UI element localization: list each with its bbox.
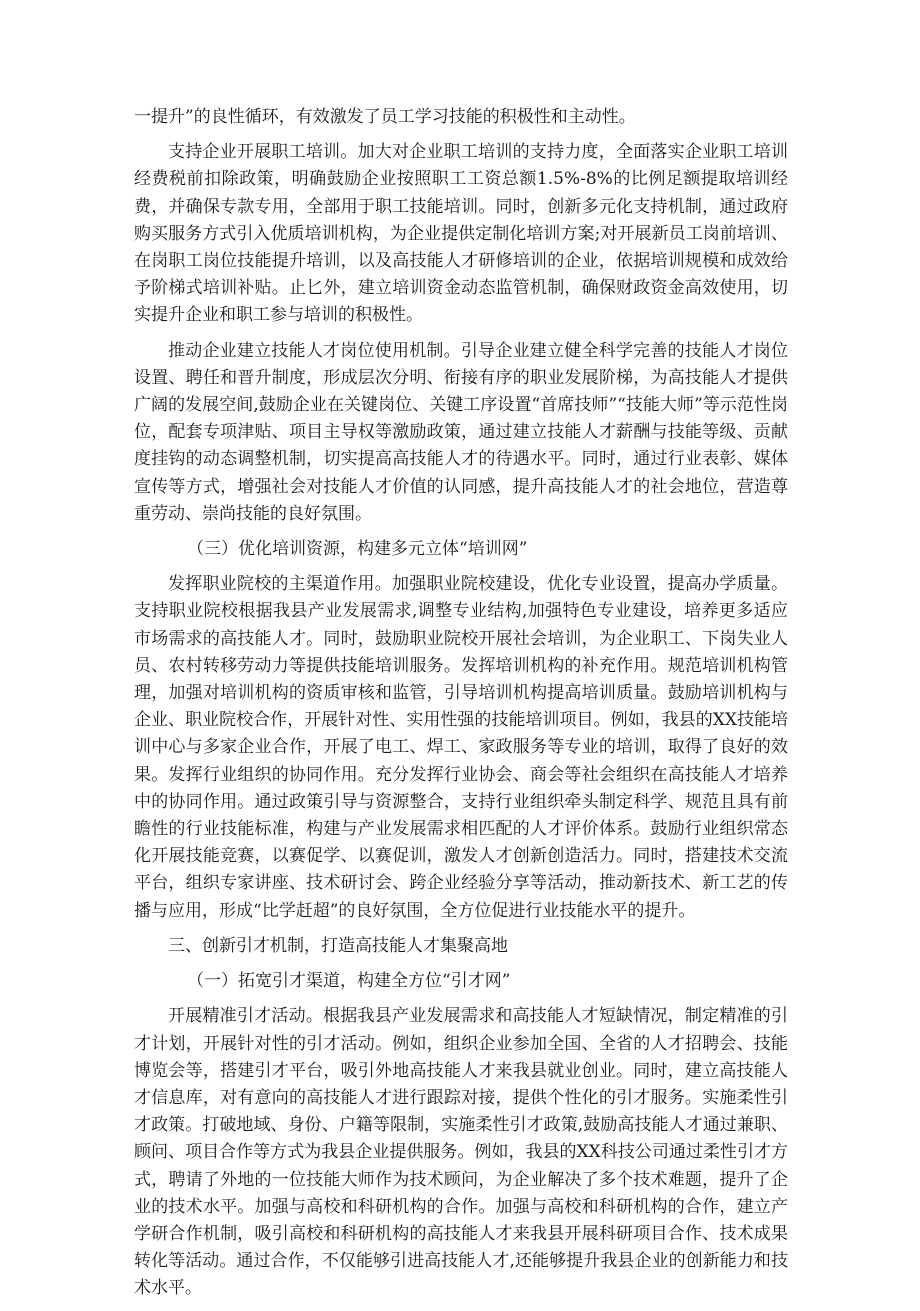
heading-expand-channels: （一）拓宽引才渠道，构建全方位“引才网” <box>187 971 511 992</box>
paragraph-continuation: 一提升”的良性循环，有效激发了员工学习技能的积极性和主动性。 <box>134 107 636 127</box>
paragraph-precise-recruitment: 开展精准引才活动。根据我县产业发展需求和高技能人才短缺情况，制定精准的引才计划，开展针对性的引才活动。例如，组织企业参加全国、全省的人才招聘会、技能博览会等，搭建引才平台，吸引外地高技能人才来我县就业创业。同时，建立高技能人才信息库，对有意向的高技能人才进行跟踪对接，提供个性化的引才服务。实施柔性引才政策。打破地域、身份、户籍等限制，实施柔性引才政策,鼓励高技能人才通过兼职、顾问、项目合作等方式为我县企业提供服务。例如，我县的XX科技公司通过柔性引才方式，聘请了外地的一位技能大师作为技术顾问，为企业解决了多个技术难题，提升了企业的技术水平。加强与高校和科研机构的合作。加强与高校和科研机构的合作，建立产学研合作机制，吸引高校和科研机构的高技能人才来我县开展科研项目合作、技术成果转化等活动。通过合作，不仅能够引进高技能人才,还能够提升我县企业的创新能力和技术水平。 <box>134 1006 788 1299</box>
heading-section-three: 三、创新引才机制，打造高技能人才集聚高地 <box>168 935 508 956</box>
document-page <box>134 104 788 1311</box>
heading-optimize-training: （三）优化培训资源，构建多元立体“培训网” <box>187 539 528 560</box>
paragraph-vocational-schools: 发挥职业院校的主渠道作用。加强职业院校建设，优化专业设置，提高办学质量。支持职业院校根据我县产业发展需求,调整专业结构,加强特色专业建设，培养更多适应市场需求的高技能人才。同时，鼓励职业院校开展社会培训，为企业职工、下岗失业人员、农村转移劳动力等提供技能培训服务。发挥培训机构的补充作用。规范培训机构管理，加强对培训机构的资质审核和监管，引导培训机构提高培训质量。鼓励培训机构与企业、职业院校合作，开展针对性、实用性强的技能培训项目。例如，我县的XX技能培训中心与多家企业合作，开展了电工、焊工、家政服务等专业的培训，取得了良好的效果。发挥行业组织的协同作用。充分发挥行业协会、商会等社会组织在高技能人才培养中的协同作用。通过政策引导与资源整合，支持行业组织牵头制定科学、规范且具有前瞻性的行业技能标准，构建与产业发展需求相匹配的人才评价体系。鼓励行业组织常态化开展技能竞赛，以赛促学、以赛促训，激发人才创新创造活力。同时，搭建技术交流平台，组织专家讲座、技术研讨会、跨企业经验分享等活动，推动新技术、新工艺的传播与应用，形成“比学赶超”的良好氛围，全方位促进行业技能水平的提升。 <box>134 574 788 921</box>
paragraph-training-support: 支持企业开展职工培训。加大对企业职工培训的支持力度，全面落实企业职工培训经费税前扣除政策，明确鼓励企业按照职工工资总额1.5%-8%的比例足额提取培训经费，并确保专款专用，全部用于职工技能培训。同时，创新多元化支持机制，通过政府购买服务方式引入优质培训机构，为企业提供定制化培训方案;对开展新员工岗前培训、在岗职工岗位技能提升培训，以及高技能人才研修培训的企业，依据培训规模和成效给予阶梯式培训补贴。止匕外，建立培训资金动态监管机制，确保财政资金高效使用，切实提升企业和职工参与培训的积极性。 <box>134 142 788 326</box>
paragraph-post-mechanism: 推动企业建立技能人才岗位使用机制。引导企业建立健全科学完善的技能人才岗位设置、聘任和晋升制度，形成层次分明、衔接有序的职业发展阶梯，为高技能人才提供广阔的发展空间,鼓励企业在关键岗位、关键工序设置“首席技师”“技能大师”等示范性岗位，配套专项津贴、项目主导权等激励政策，通过建立技能人才薪酬与技能等级、贡献度挂钩的动态调整机制，切实提高高技能人才的待遇水平。同时，通过行业表彰、媒体宣传等方式，增强社会对技能人才价值的认同感，提升高技能人才的社会地位，营造尊重劳动、崇尚技能的良好氛围。 <box>134 340 788 524</box>
